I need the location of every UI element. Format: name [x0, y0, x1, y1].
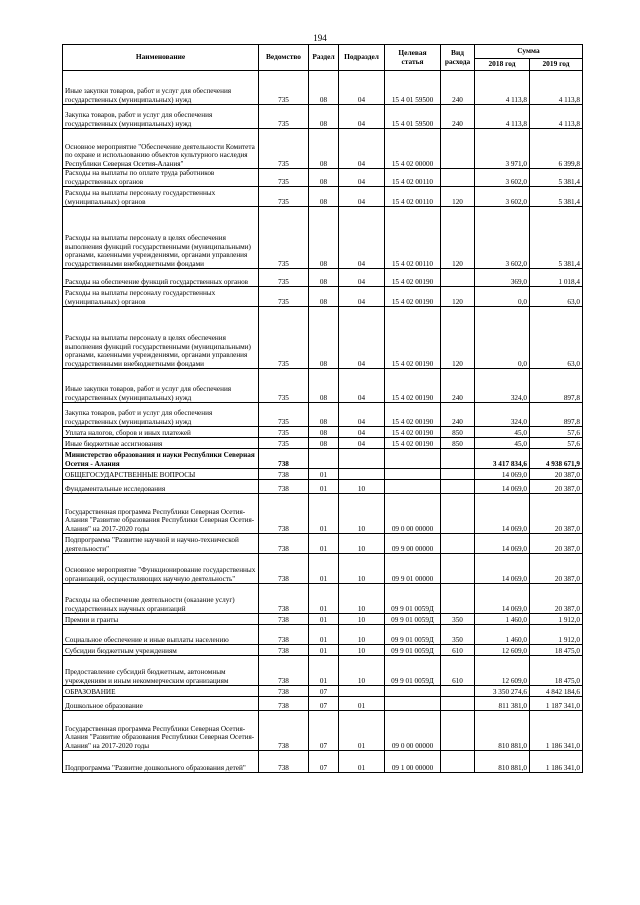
cell-expense: [441, 269, 475, 287]
table-row: [63, 554, 583, 584]
cell-2019: 20 387,0: [530, 469, 583, 480]
header-2019: 2019 год: [530, 59, 583, 71]
cell-2019: 4 842 184,6: [530, 686, 583, 697]
cell-dept: 735: [259, 187, 309, 207]
cell-section: 08: [309, 207, 339, 269]
cell-subsection: 10: [339, 554, 385, 584]
cell-target: 15 4 02 00110: [385, 169, 441, 187]
cell-2019: 20 387,0: [530, 480, 583, 494]
cell-2019: 1 018,4: [530, 269, 583, 287]
cell-name: Расходы на выплаты по оплате труда работников государственных органов: [63, 169, 259, 187]
cell-target: 09 9 01 0059Д: [385, 584, 441, 614]
table-row: [63, 711, 583, 751]
cell-subsection: 04: [339, 105, 385, 129]
cell-target: 15 4 02 00110: [385, 207, 441, 269]
cell-name: Расходы на обеспечение функций государственных органов: [63, 269, 259, 287]
cell-2019: 5 381,4: [530, 207, 583, 269]
cell-name: Закупка товаров, работ и услуг для обеспечения государственных (муниципальных) нужд: [63, 403, 259, 427]
cell-expense: 240: [441, 105, 475, 129]
cell-2019: 5 381,4: [530, 187, 583, 207]
cell-2018: 3 602,0: [475, 207, 530, 269]
header-name: Наименование: [63, 45, 259, 71]
cell-2018: 1 460,0: [475, 614, 530, 625]
cell-section: 08: [309, 187, 339, 207]
table-body: [63, 71, 583, 773]
table-row: [63, 438, 583, 449]
cell-2018: 810 881,0: [475, 711, 530, 751]
cell-expense: 610: [441, 656, 475, 686]
header-expense: Вид расхода: [441, 45, 475, 71]
cell-2018: 324,0: [475, 403, 530, 427]
cell-expense: [441, 469, 475, 480]
cell-2019: 1 912,0: [530, 625, 583, 645]
cell-subsection: 10: [339, 625, 385, 645]
cell-target: 09 9 01 0059Д: [385, 625, 441, 645]
cell-2018: 811 381,0: [475, 697, 530, 711]
cell-section: 07: [309, 711, 339, 751]
cell-2019: 57,6: [530, 438, 583, 449]
cell-dept: 738: [259, 751, 309, 773]
cell-expense: 240: [441, 71, 475, 105]
cell-name: Иные бюджетные ассигнования: [63, 438, 259, 449]
cell-name: Государственная программа Республики Северная Осетия-Алания "Развитие образования Республики Северная Осетия-Алания" на 2017-2020 годы: [63, 494, 259, 534]
cell-subsection: 04: [339, 427, 385, 438]
cell-dept: 738: [259, 656, 309, 686]
cell-2019: 1 186 341,0: [530, 711, 583, 751]
header-sum: Сумма: [475, 45, 583, 59]
cell-name: ОБЩЕГОСУДАРСТВЕННЫЕ ВОПРОСЫ: [63, 469, 259, 480]
cell-dept: 735: [259, 369, 309, 403]
cell-2019: 20 387,0: [530, 584, 583, 614]
cell-expense: 120: [441, 187, 475, 207]
cell-name: Расходы на обеспечение деятельности (оказание услуг) государственных научных организаций: [63, 584, 259, 614]
budget-table: [62, 44, 583, 773]
cell-dept: 735: [259, 403, 309, 427]
cell-section: 08: [309, 71, 339, 105]
cell-dept: 738: [259, 614, 309, 625]
cell-dept: 735: [259, 427, 309, 438]
cell-name: Министерство образования и науки Республики Северная Осетия - Алания: [63, 449, 259, 469]
cell-section: 01: [309, 494, 339, 534]
cell-2019: 1 186 341,0: [530, 751, 583, 773]
cell-subsection: 04: [339, 129, 385, 169]
cell-2018: 0,0: [475, 287, 530, 307]
cell-expense: [441, 169, 475, 187]
cell-target: [385, 480, 441, 494]
cell-section: 08: [309, 427, 339, 438]
cell-2019: 897,8: [530, 403, 583, 427]
cell-dept: 738: [259, 697, 309, 711]
cell-name: Иные закупки товаров, работ и услуг для обеспечения государственных (муниципальных) нужд: [63, 369, 259, 403]
cell-2018: 0,0: [475, 307, 530, 369]
cell-target: 15 4 02 00190: [385, 427, 441, 438]
cell-expense: [441, 449, 475, 469]
cell-2018: 324,0: [475, 369, 530, 403]
cell-subsection: 01: [339, 751, 385, 773]
cell-section: 07: [309, 686, 339, 697]
cell-2018: 3 350 274,6: [475, 686, 530, 697]
cell-2018: 45,0: [475, 427, 530, 438]
cell-section: 01: [309, 645, 339, 656]
cell-target: 09 9 00 00000: [385, 534, 441, 554]
cell-subsection: 04: [339, 269, 385, 287]
cell-target: 15 4 02 00190: [385, 269, 441, 287]
cell-name: Подпрограмма "Развитие научной и научно-технической деятельности": [63, 534, 259, 554]
cell-target: 15 4 01 59500: [385, 71, 441, 105]
cell-2018: 14 069,0: [475, 469, 530, 480]
cell-subsection: 04: [339, 403, 385, 427]
table-row: [63, 403, 583, 427]
table-row: [63, 614, 583, 625]
cell-subsection: 04: [339, 71, 385, 105]
header-section: Раздел: [309, 45, 339, 71]
table-row: [63, 584, 583, 614]
cell-target: 09 9 01 00000: [385, 554, 441, 584]
cell-2018: 4 113,8: [475, 105, 530, 129]
cell-2019: 1 912,0: [530, 614, 583, 625]
table-row: [63, 645, 583, 656]
cell-expense: [441, 129, 475, 169]
cell-name: Основное мероприятие "Обеспечение деятельности Комитета по охране и использованию объектов культурного наследия Республики Северная Осетия-Алания": [63, 129, 259, 169]
table-row: [63, 169, 583, 187]
header-dept: Ведомство: [259, 45, 309, 71]
cell-2018: 14 069,0: [475, 534, 530, 554]
table-row: [63, 625, 583, 645]
cell-2018: 4 113,8: [475, 71, 530, 105]
cell-subsection: [339, 469, 385, 480]
cell-subsection: 01: [339, 711, 385, 751]
cell-2019: 63,0: [530, 287, 583, 307]
cell-expense: [441, 711, 475, 751]
cell-2018: 12 609,0: [475, 645, 530, 656]
cell-section: 07: [309, 751, 339, 773]
cell-subsection: 04: [339, 287, 385, 307]
cell-name: Социальное обеспечение и иные выплаты населению: [63, 625, 259, 645]
cell-name: Закупка товаров, работ и услуг для обеспечения государственных (муниципальных) нужд: [63, 105, 259, 129]
cell-section: 01: [309, 625, 339, 645]
cell-dept: 738: [259, 645, 309, 656]
cell-dept: 738: [259, 584, 309, 614]
cell-target: 09 0 00 00000: [385, 711, 441, 751]
cell-name: Предоставление субсидий бюджетным, автономным учреждениям и иным некоммерческим организациям: [63, 656, 259, 686]
cell-target: 15 4 02 00110: [385, 187, 441, 207]
cell-2018: 14 069,0: [475, 494, 530, 534]
header-target: Целевая статья: [385, 45, 441, 71]
cell-subsection: [339, 449, 385, 469]
cell-subsection: 10: [339, 645, 385, 656]
cell-section: 01: [309, 534, 339, 554]
cell-section: 01: [309, 554, 339, 584]
table-row: [63, 449, 583, 469]
cell-section: 08: [309, 269, 339, 287]
cell-name: Иные закупки товаров, работ и услуг для обеспечения государственных (муниципальных) нужд: [63, 71, 259, 105]
cell-expense: 350: [441, 625, 475, 645]
cell-section: [309, 449, 339, 469]
table-row: [63, 129, 583, 169]
table-row: [63, 751, 583, 773]
cell-dept: 735: [259, 287, 309, 307]
cell-2019: 4 113,8: [530, 71, 583, 105]
cell-name: Субсидии бюджетным учреждениям: [63, 645, 259, 656]
cell-expense: 120: [441, 287, 475, 307]
cell-subsection: 10: [339, 614, 385, 625]
table-row: [63, 494, 583, 534]
cell-subsection: 10: [339, 534, 385, 554]
cell-2019: 4 113,8: [530, 105, 583, 129]
cell-dept: 738: [259, 625, 309, 645]
table-row: [63, 686, 583, 697]
table-row: [63, 697, 583, 711]
cell-subsection: 04: [339, 307, 385, 369]
cell-subsection: 10: [339, 480, 385, 494]
cell-expense: 850: [441, 427, 475, 438]
cell-2019: 20 387,0: [530, 494, 583, 534]
cell-section: 08: [309, 287, 339, 307]
cell-dept: 738: [259, 711, 309, 751]
header-subsection: Подраздел: [339, 45, 385, 71]
table-row: [63, 427, 583, 438]
cell-name: Подпрограмма "Развитие дошкольного образования детей": [63, 751, 259, 773]
table-row: [63, 369, 583, 403]
table-row: [63, 269, 583, 287]
cell-expense: 240: [441, 369, 475, 403]
cell-expense: [441, 686, 475, 697]
table-row: [63, 469, 583, 480]
table-row: [63, 71, 583, 105]
cell-2018: 3 417 834,6: [475, 449, 530, 469]
page-number: 194: [313, 33, 327, 43]
cell-name: Премии и гранты: [63, 614, 259, 625]
cell-target: 09 9 01 0059Д: [385, 656, 441, 686]
cell-dept: 738: [259, 534, 309, 554]
cell-name: Расходы на выплаты персоналу государственных (муниципальных) органов: [63, 287, 259, 307]
cell-target: 09 0 00 00000: [385, 494, 441, 534]
cell-dept: 735: [259, 307, 309, 369]
cell-section: 08: [309, 403, 339, 427]
cell-dept: 738: [259, 686, 309, 697]
cell-target: 09 9 01 0059Д: [385, 614, 441, 625]
cell-target: 15 4 02 00190: [385, 307, 441, 369]
cell-subsection: 10: [339, 656, 385, 686]
cell-section: 08: [309, 105, 339, 129]
cell-dept: 738: [259, 449, 309, 469]
cell-2018: 1 460,0: [475, 625, 530, 645]
cell-2018: 45,0: [475, 438, 530, 449]
cell-subsection: 04: [339, 169, 385, 187]
cell-section: 07: [309, 697, 339, 711]
cell-dept: 735: [259, 105, 309, 129]
cell-2018: 14 069,0: [475, 554, 530, 584]
cell-dept: 738: [259, 494, 309, 534]
cell-subsection: 01: [339, 697, 385, 711]
cell-2018: 14 069,0: [475, 480, 530, 494]
cell-2019: 5 381,4: [530, 169, 583, 187]
cell-target: [385, 686, 441, 697]
cell-2019: 4 938 671,9: [530, 449, 583, 469]
header-2018: 2018 год: [475, 59, 530, 71]
cell-target: 15 4 02 00190: [385, 403, 441, 427]
cell-subsection: 04: [339, 438, 385, 449]
cell-dept: 738: [259, 469, 309, 480]
cell-expense: [441, 480, 475, 494]
table-row: [63, 287, 583, 307]
cell-dept: 735: [259, 71, 309, 105]
cell-section: 01: [309, 614, 339, 625]
cell-subsection: 04: [339, 187, 385, 207]
cell-expense: 240: [441, 403, 475, 427]
table-row: [63, 534, 583, 554]
cell-2018: 3 602,0: [475, 169, 530, 187]
cell-expense: 350: [441, 614, 475, 625]
cell-target: 15 4 02 00000: [385, 129, 441, 169]
cell-dept: 735: [259, 169, 309, 187]
cell-section: 01: [309, 469, 339, 480]
cell-2018: 369,0: [475, 269, 530, 287]
cell-2019: 6 399,8: [530, 129, 583, 169]
cell-2019: 18 475,0: [530, 645, 583, 656]
cell-section: 08: [309, 129, 339, 169]
cell-subsection: 10: [339, 584, 385, 614]
cell-2019: 18 475,0: [530, 656, 583, 686]
cell-expense: 850: [441, 438, 475, 449]
cell-dept: 735: [259, 438, 309, 449]
cell-section: 08: [309, 438, 339, 449]
cell-2019: 897,8: [530, 369, 583, 403]
cell-2018: 14 069,0: [475, 584, 530, 614]
table-row: [63, 480, 583, 494]
cell-expense: [441, 494, 475, 534]
cell-name: Уплата налогов, сборов и иных платежей: [63, 427, 259, 438]
cell-dept: 738: [259, 554, 309, 584]
cell-2018: 810 881,0: [475, 751, 530, 773]
cell-name: Расходы на выплаты персоналу в целях обеспечения выполнения функций государственными (муниципальными) органами, казенными учреждениями, органами управления государственными внебюджетными фондами: [63, 207, 259, 269]
cell-expense: [441, 751, 475, 773]
cell-dept: 735: [259, 129, 309, 169]
cell-2019: 20 387,0: [530, 534, 583, 554]
cell-expense: [441, 584, 475, 614]
cell-name: Дошкольное образование: [63, 697, 259, 711]
cell-name: Расходы на выплаты персоналу государственных (муниципальных) органов: [63, 187, 259, 207]
cell-subsection: 04: [339, 207, 385, 269]
cell-section: 01: [309, 584, 339, 614]
cell-expense: [441, 697, 475, 711]
cell-expense: 120: [441, 207, 475, 269]
cell-name: Государственная программа Республики Северная Осетия-Алания "Развитие образования Республики Северная Осетия-Алания" на 2017-2020 годы: [63, 711, 259, 751]
table-row: [63, 187, 583, 207]
cell-target: 09 1 00 00000: [385, 751, 441, 773]
cell-target: 15 4 02 00190: [385, 438, 441, 449]
cell-section: 01: [309, 480, 339, 494]
cell-target: 15 4 02 00190: [385, 369, 441, 403]
table-row: [63, 656, 583, 686]
cell-target: 15 4 01 59500: [385, 105, 441, 129]
cell-section: 08: [309, 369, 339, 403]
cell-name: Основное мероприятие "Функционирование государственных организаций, осуществляющих научную деятельность": [63, 554, 259, 584]
cell-2018: 3 971,0: [475, 129, 530, 169]
cell-expense: [441, 554, 475, 584]
cell-target: [385, 697, 441, 711]
cell-2018: 3 602,0: [475, 187, 530, 207]
cell-2019: 57,6: [530, 427, 583, 438]
cell-name: Фундаментальные исследования: [63, 480, 259, 494]
cell-name: Расходы на выплаты персоналу в целях обеспечения выполнения функций государственными (муниципальными) органами, казенными учреждениями, органами управления государственными внебюджетными фондами: [63, 307, 259, 369]
cell-dept: 735: [259, 269, 309, 287]
cell-subsection: 10: [339, 494, 385, 534]
cell-target: 15 4 02 00190: [385, 287, 441, 307]
cell-target: [385, 469, 441, 480]
cell-2019: 1 187 341,0: [530, 697, 583, 711]
cell-subsection: [339, 686, 385, 697]
cell-2019: 63,0: [530, 307, 583, 369]
cell-name: ОБРАЗОВАНИЕ: [63, 686, 259, 697]
cell-section: 08: [309, 169, 339, 187]
cell-2019: 20 387,0: [530, 554, 583, 584]
table-row: [63, 207, 583, 269]
cell-section: 08: [309, 307, 339, 369]
table-row: [63, 307, 583, 369]
cell-target: 09 9 01 0059Д: [385, 645, 441, 656]
cell-expense: 610: [441, 645, 475, 656]
cell-section: 01: [309, 656, 339, 686]
cell-expense: 120: [441, 307, 475, 369]
cell-expense: [441, 534, 475, 554]
cell-2018: 12 609,0: [475, 656, 530, 686]
cell-target: [385, 449, 441, 469]
cell-dept: 735: [259, 207, 309, 269]
cell-subsection: 04: [339, 369, 385, 403]
cell-dept: 738: [259, 480, 309, 494]
table-row: [63, 105, 583, 129]
